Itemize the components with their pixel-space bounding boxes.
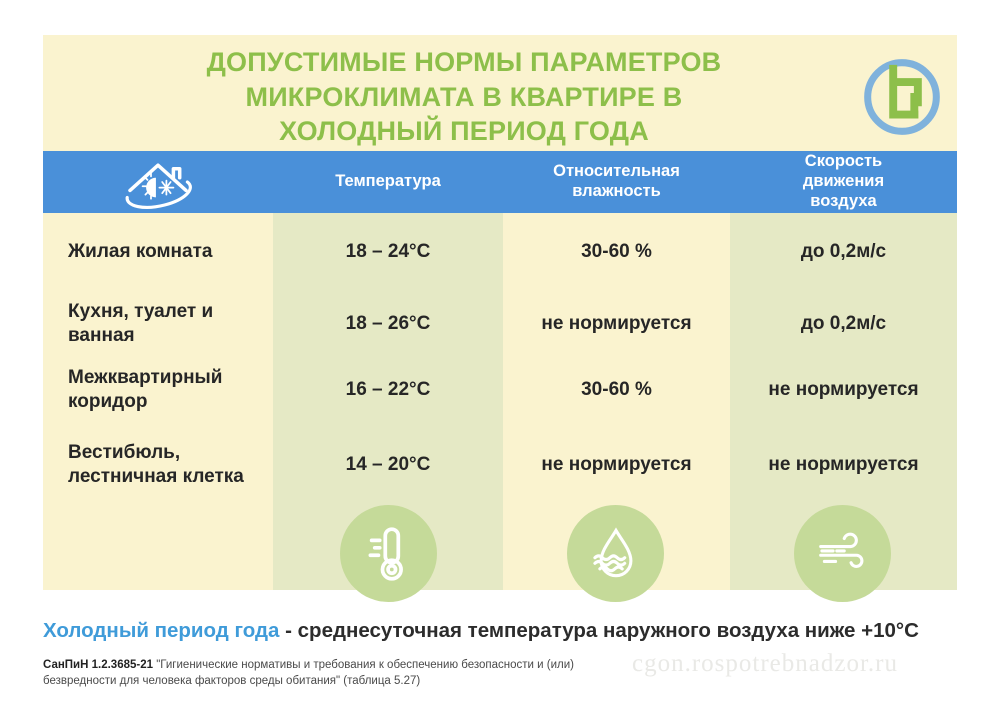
humidity-icon-svg xyxy=(585,523,647,585)
column-header-air-speed xyxy=(730,152,957,211)
room-name: Кухня, туалет и ванная xyxy=(68,301,214,346)
table-row xyxy=(43,291,957,357)
site-watermark: cgon.rospotrebnadzor.ru xyxy=(632,650,898,677)
table-header-band xyxy=(43,151,957,213)
page-title-text: ДОПУСТИМЫЕ НОРМЫ ПАРАМЕТРОВ МИКРОКЛИМАТА В КВАРТИРЕ В ХОЛОДНЫЙ ПЕРИОД ГОДА xyxy=(206,47,722,147)
table-body xyxy=(43,213,957,506)
humidity-value: не нормируется xyxy=(541,313,692,335)
humidity-icon xyxy=(567,505,664,602)
humidity-value: не нормируется xyxy=(541,453,692,475)
infographic-panel xyxy=(43,35,957,590)
table-row xyxy=(43,423,957,506)
temperature-value: 18 – 26°C xyxy=(345,313,431,335)
column-header-humidity-label: Относительная влажность xyxy=(553,162,680,200)
thermometer-icon xyxy=(340,505,437,602)
house-climate-icon xyxy=(43,154,273,210)
humidity-value: 30-60 % xyxy=(581,379,652,401)
org-logo xyxy=(847,53,957,141)
air-speed-value: не нормируется xyxy=(768,379,919,401)
page-title xyxy=(43,45,847,149)
column-header-temperature-label: Температура xyxy=(335,172,441,191)
column-header-humidity xyxy=(503,162,730,202)
sanpin-footnote xyxy=(43,657,603,689)
wind-icon xyxy=(794,505,891,602)
air-speed-value: до 0,2м/с xyxy=(800,313,887,335)
room-name: Вестибюль, лестничная клетка xyxy=(68,441,244,487)
cold-period-definition xyxy=(43,619,963,643)
temperature-value: 16 – 22°C xyxy=(345,379,431,401)
air-speed-value: до 0,2м/с xyxy=(800,241,887,263)
title-row xyxy=(43,43,957,151)
cold-period-definition-text: - среднесуточная температура наружного воздуха ниже +10°C xyxy=(279,619,919,642)
temperature-value: 18 – 24°C xyxy=(345,241,431,263)
room-name: Межквартирный коридор xyxy=(68,367,223,412)
column-header-air-speed-label: Скорость движения воздуха xyxy=(802,152,885,210)
air-speed-value: не нормируется xyxy=(768,453,919,475)
room-name: Жилая комната xyxy=(68,241,213,263)
table-row xyxy=(43,213,957,291)
cgon-logo-icon xyxy=(858,53,946,141)
cold-period-term: Холодный период года xyxy=(43,619,280,642)
table-row xyxy=(43,357,957,423)
thermometer-icon-svg xyxy=(358,523,420,585)
wind-icon-svg xyxy=(812,523,874,585)
column-header-temperature xyxy=(273,172,503,192)
sanpin-doc-number: СанПиН 1.2.3685-21 xyxy=(43,659,154,671)
humidity-value: 30-60 % xyxy=(581,241,652,263)
house-climate-icon-svg xyxy=(99,154,217,210)
sanpin-doc-title: "Гигиенические нормативы и требования к обеспечению безопасности и (или) безвредности для человека факторов среды обитания" (таблица 5.27) xyxy=(43,659,575,688)
temperature-value: 14 – 20°C xyxy=(345,453,431,475)
